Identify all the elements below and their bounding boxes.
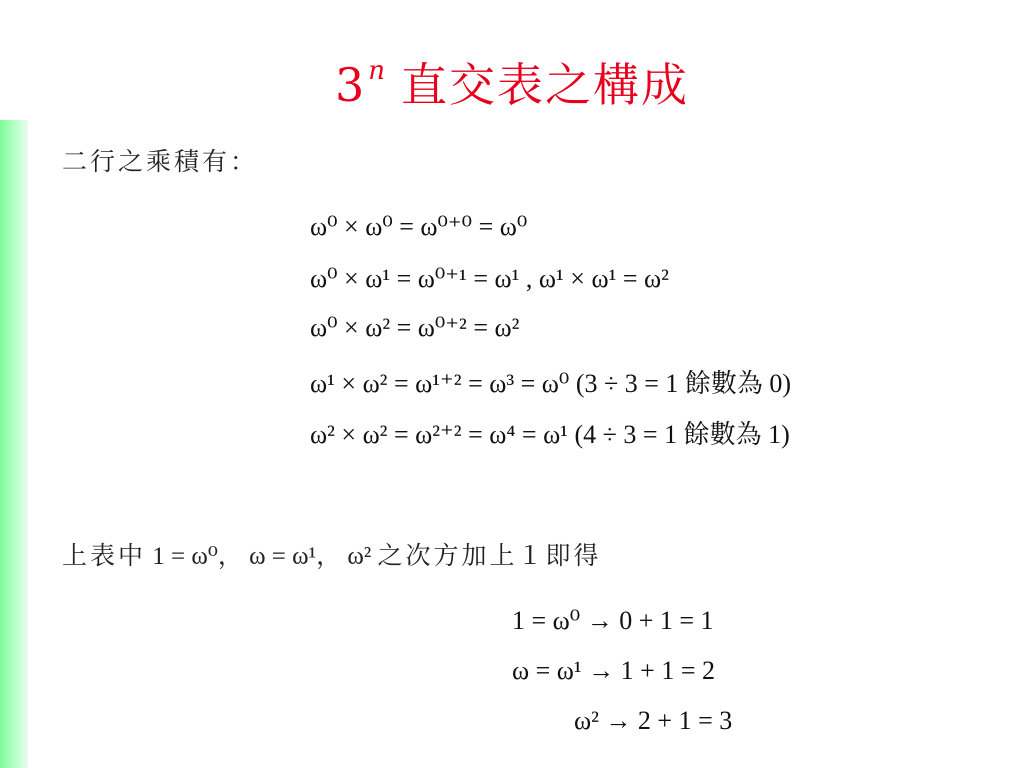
product-equation-1: ω⁰ × ω⁰ = ω⁰⁺⁰ = ω⁰ [310,212,528,241]
second-label-prefix: 上表中 [62,541,147,570]
side-accent-bar [0,120,28,768]
mapping-equation-1: 1 = ω⁰ → 0 + 1 = 1 [512,606,714,635]
intro-label: 二行之乘積有： [62,147,259,176]
product-equation-4: ω¹ × ω² = ω¹⁺² = ω³ = ω⁰ (3 ÷ 3 = 1 餘數為 0) [310,369,792,398]
second-label-math: 1 = ω⁰， ω = ω¹， ω² [146,543,378,570]
mapping-equation-3: ω² → 2 + 1 = 3 [574,706,733,735]
mapping-equation-2: ω = ω¹ → 1 + 1 = 2 [512,656,716,685]
product-equation-2: ω⁰ × ω¹ = ω⁰⁺¹ = ω¹ , ω¹ × ω¹ = ω² [310,264,669,293]
product-equation-5: ω² × ω² = ω²⁺² = ω⁴ = ω¹ (4 ÷ 3 = 1 餘數為 1) [310,420,790,449]
title-exponent: n [368,56,388,86]
slide-title [0,56,1024,112]
title-base: 3 [334,58,367,112]
title-text: 直交表之構成 [401,58,690,112]
second-label-suffix: 之次方加上１即得 [377,541,602,570]
second-label [62,536,602,572]
product-equation-3: ω⁰ × ω² = ω⁰⁺² = ω² [310,313,520,342]
